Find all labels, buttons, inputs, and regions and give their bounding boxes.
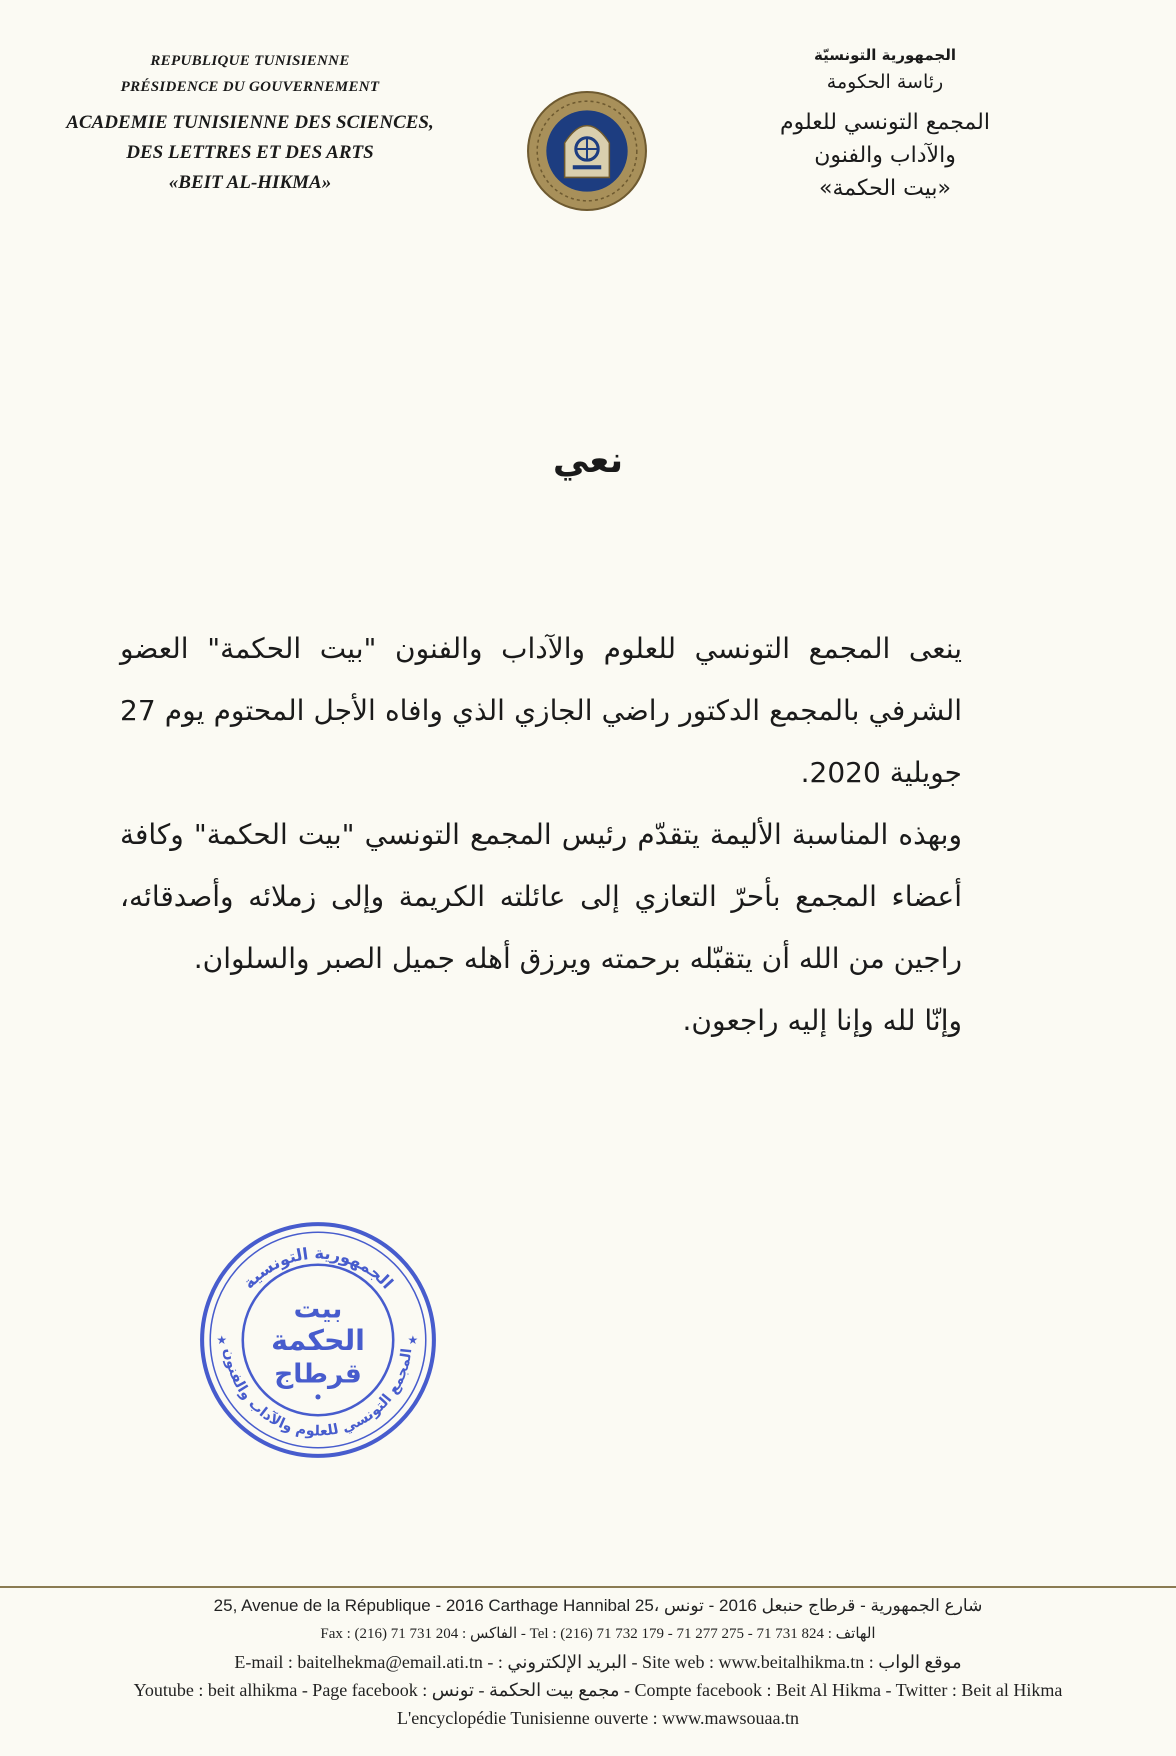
academy-name-ar-line3: «بيت الحكمة»	[819, 176, 951, 201]
stamp-star-left-icon: ★	[216, 1333, 228, 1348]
obituary-body	[120, 618, 962, 1052]
academy-stamp	[196, 1218, 440, 1462]
footer-email-site: E-mail : baitelhekma@email.ati.tn - : البريد الإلكتروني - Site web : www.beitalhikma.tn : موقع الواب	[234, 1652, 962, 1672]
header-arabic	[690, 42, 1080, 205]
stamp-center-line2: الحكمة	[271, 1324, 365, 1358]
document-title: نعي	[552, 440, 624, 481]
paragraph-1: ينعى المجمع التونسي للعلوم والآداب والفنون "بيت الحكمة" العضو الشرفي بالمجمع الدكتور راضي الجازي الذي وافاه الأجل المحتوم يوم 27 جويلية 2020.	[120, 632, 962, 789]
presidency-fr: PRÉSIDENCE DU GOUVERNEMENT	[120, 79, 380, 95]
academy-name-ar-line1: المجمع التونسي للعلوم	[780, 110, 990, 135]
republic-fr: REPUBLIQUE TUNISIENNE	[150, 53, 350, 69]
paragraph-2: وبهذه المناسبة الأليمة يتقدّم رئيس المجمع التونسي "بيت الحكمة" وكافة أعضاء المجمع بأحرّ التعازي إلى عائلته الكريمة وإلى زملائه وأصدقائه، راجين من الله أن يتقبّله برحمته ويرزق أهله جميل الصبر والسلوان.	[120, 818, 962, 975]
stamp-star-right-icon: ★	[407, 1333, 419, 1348]
footer-social: Youtube : beit alhikma - Page facebook : مجمع بيت الحكمة - تونس - Compte facebook : Beit Al Hikma - Twitter : Beit al Hikma	[133, 1680, 1063, 1700]
academy-name-fr-line3: «BEIT AL-HIKMA»	[168, 172, 332, 193]
svg-text:الجمهورية التونسية	[239, 1244, 397, 1293]
academy-name-fr-line2: DES LETTRES ET DES ARTS	[126, 142, 374, 163]
footer-encyclopedia: L'encyclopédie Tunisienne ouverte : www.mawsouaa.tn	[397, 1708, 799, 1728]
stamp-outer-bottom-text: المجمع التونسي للعلوم والآداب والفنون	[220, 1347, 416, 1440]
stamp-center-line3: قرطاج	[274, 1358, 362, 1390]
paragraph-3: وإنّا لله وإنا إليه راجعون.	[682, 1004, 962, 1037]
header-french	[40, 48, 460, 198]
footer-divider	[0, 1586, 1176, 1588]
footer-address: 25, Avenue de la République - 2016 Carthage Hannibal 25، شارع الجمهورية - قرطاج حنبعل 2016 - تونس	[213, 1596, 983, 1615]
stamp-outer-top-text: الجمهورية التونسية	[239, 1243, 398, 1293]
footer	[60, 1592, 1136, 1732]
academy-name-ar-line2: والآداب والفنون	[814, 143, 956, 168]
presidency-ar: رئاسة الحكومة	[826, 71, 944, 93]
academy-name-fr-line1: ACADEMIE TUNISIENNE DES SCIENCES,	[66, 112, 434, 133]
academy-logo	[526, 90, 648, 212]
stamp-center-line1: بيت	[293, 1293, 343, 1325]
footer-phone-fax: Fax : (216) 71 731 204 : الفاكس - Tel : (216) 71 732 179 - 71 277 275 - 71 731 824 : الهاتف	[320, 1626, 876, 1642]
republic-ar: الجمهورية التونسيّة	[814, 46, 956, 64]
